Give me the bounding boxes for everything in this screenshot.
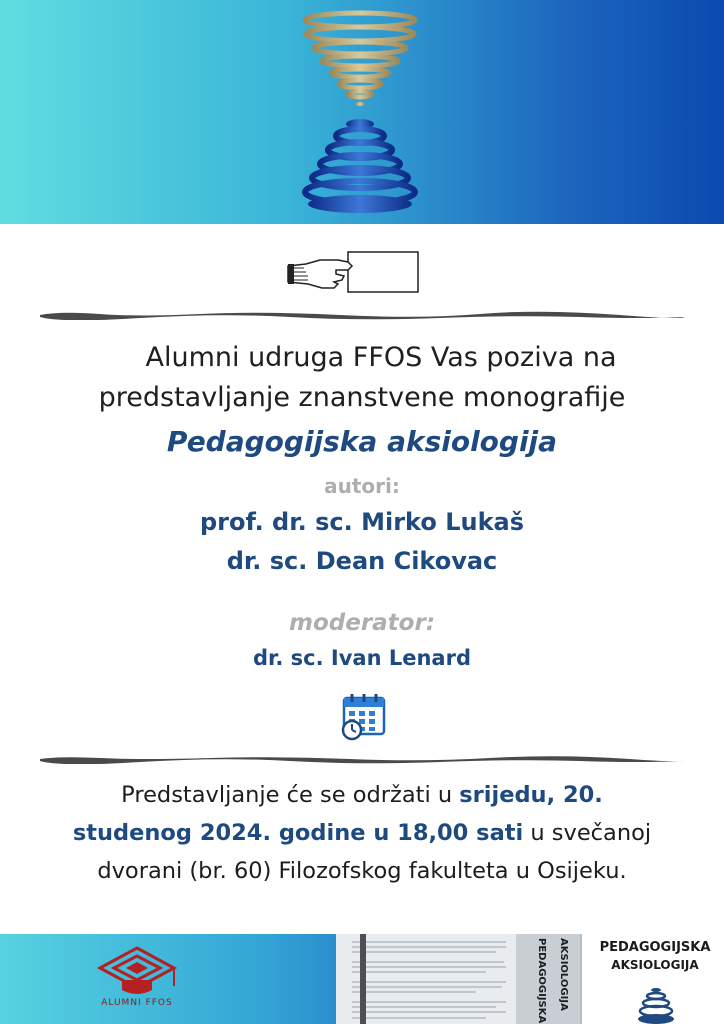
book-spine-subtitle: AKSIOLOGIJA <box>558 938 569 1011</box>
event-details-line-1 <box>0 776 724 814</box>
brush-divider <box>40 310 684 320</box>
book-spine-title: PEDAGOGIJSKA <box>536 938 547 1024</box>
monograph-title: Pedagogijska aksiologija <box>166 425 558 458</box>
author-name: dr. sc. Dean Cikovac <box>226 547 498 575</box>
brush-divider <box>40 754 684 764</box>
event-details-line-3: dvorani (br. 60) Filozofskog fakulteta u Osijeku. <box>97 858 627 884</box>
spiral-vase-icon <box>290 6 430 218</box>
authors-label: autori: <box>324 474 400 498</box>
invitation-line-1: Alumni udruga FFOS Vas poziva na <box>145 342 617 373</box>
alumni-ffos-logo-icon <box>92 940 182 1002</box>
calendar-clock-icon <box>340 690 392 742</box>
event-details-line-2 <box>0 814 724 852</box>
event-text: u svečanoj <box>523 820 652 846</box>
event-date-highlight: studenog 2024. godine u 18,00 sati <box>72 820 524 846</box>
moderator-name: dr. sc. Ivan Lenard <box>253 646 471 670</box>
book-spine-edge <box>360 934 366 1024</box>
book-cover-subtitle: AKSIOLOGIJA <box>611 958 699 972</box>
book-cover-title: PEDAGOGIJSKA <box>599 940 711 955</box>
alumni-logo-text: ALUMNI FFOS <box>101 998 173 1008</box>
event-date-highlight: srijedu, 20. <box>459 782 603 808</box>
book-photo <box>336 934 724 1024</box>
event-text: Predstavljanje će se održati u <box>121 782 460 808</box>
invitation-line-2: predstavljanje znanstvene monografije <box>98 382 626 413</box>
spiral-vase-icon <box>636 976 676 1024</box>
pointing-hand-icon <box>286 250 420 294</box>
author-name: prof. dr. sc. Mirko Lukaš <box>199 508 525 536</box>
book-stack <box>516 934 580 1024</box>
moderator-label: moderator: <box>288 610 436 636</box>
